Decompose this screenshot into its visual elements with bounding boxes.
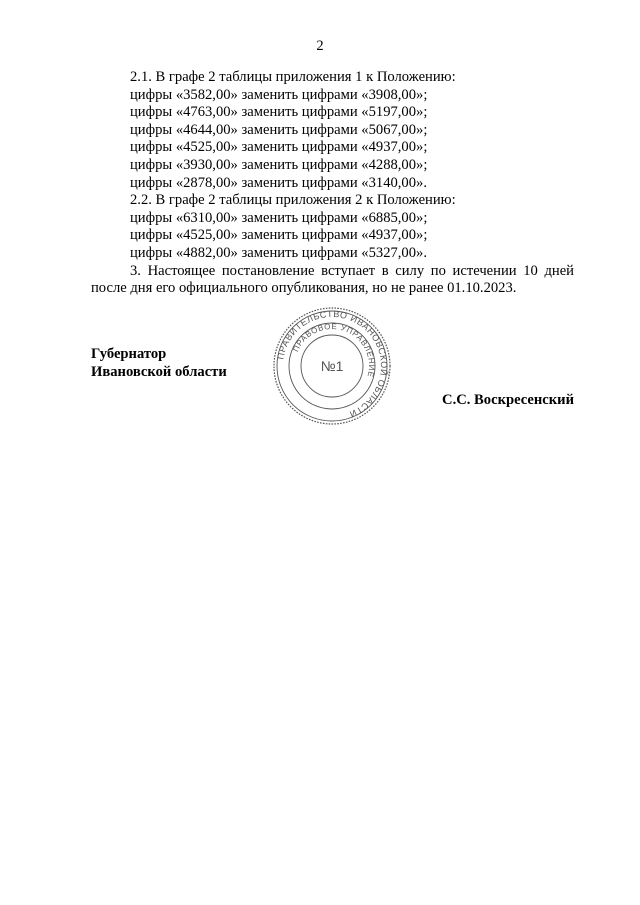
amendment-line: цифры «4763,00» заменить цифрами «5197,00»; — [130, 104, 428, 121]
amendment-line: цифры «6310,00» заменить цифрами «6885,00»; — [130, 209, 428, 226]
amendment-line: цифры «4882,00» заменить цифрами «5327,00». — [130, 244, 427, 261]
amendment-line: цифры «4525,00» заменить цифрами «4937,00»; — [130, 227, 428, 244]
amendment-line: цифры «3930,00» заменить цифрами «4288,00»; — [130, 156, 428, 173]
signatory-name: С.С. Воскресенский — [442, 392, 574, 408]
seal-outer-text: ПРАВИТЕЛЬСТВО ИВАНОВСКОЙ ОБЛАСТИ — [275, 308, 390, 420]
official-seal-stamp — [272, 306, 392, 426]
paragraph-2-1-heading: 2.1. В графе 2 таблицы приложения 1 к Положению: — [130, 69, 456, 85]
paragraph-3-line-1: 3. Настоящее постановление вступает в силу по истечении 10 дней — [130, 262, 574, 279]
amendment-line: цифры «2878,00» заменить цифрами «3140,00». — [130, 174, 427, 191]
signatory-position: Губернатор — [91, 346, 167, 362]
amendment-line: цифры «3582,00» заменить цифрами «3908,00»; — [130, 86, 428, 103]
signatory-region: Ивановской области — [91, 364, 227, 380]
paragraph-3-line-2: после дня его официального опубликования, но не ранее 01.10.2023. — [91, 280, 517, 297]
amendment-line: цифры «4525,00» заменить цифрами «4937,00»; — [130, 139, 428, 156]
seal-number: №1 — [320, 358, 344, 374]
document-body — [91, 69, 574, 298]
amendment-line: цифры «4644,00» заменить цифрами «5067,00»; — [130, 121, 428, 138]
paragraph-2-2-heading: 2.2. В графе 2 таблицы приложения 2 к Положению: — [130, 192, 456, 209]
page-number: 2 — [316, 38, 324, 54]
seal-inner-text: ПРАВОВОЕ УПРАВЛЕНИЕ — [291, 321, 377, 379]
